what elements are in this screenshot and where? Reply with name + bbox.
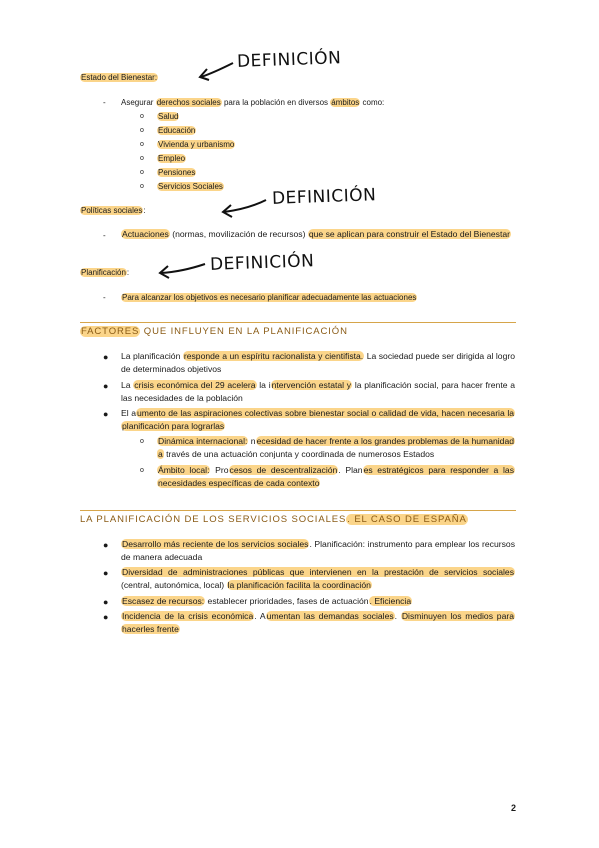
- dash-bullet: -: [103, 231, 106, 240]
- ambito-item: Salud: [158, 112, 179, 121]
- arrow-icon: [195, 60, 235, 82]
- ambito-item: Empleo: [158, 154, 186, 163]
- page-number: 2: [510, 803, 516, 813]
- arrow-icon: [155, 258, 207, 280]
- dash-bullet: -: [103, 98, 106, 107]
- ambito-item: Educación: [158, 126, 196, 135]
- servicios-item-1: Desarrollo más reciente de los servicios sociales. Planificación: instrumento para emplear los recursos de manera adecuada: [121, 539, 515, 562]
- circle-bullet: o: [140, 113, 144, 120]
- bullet: ●: [103, 597, 109, 607]
- circle-bullet: o: [140, 141, 144, 148]
- servicios-item-2: Diversidad de administraciones públicas que intervienen en la prestación de servicios sociales (central, autonómica, local) la planificación facilita la coordinación: [121, 567, 514, 590]
- servicios-item-4: Incidencia de la crisis económica. Aumentan las demandas sociales. Disminuyen los medios para hacerles frente: [122, 611, 514, 634]
- handwritten-definicion-3: DEFINICIÓN: [209, 251, 315, 275]
- factor-item-2: La crisis económica del 29 acelera la intervención estatal y la planificación social, para hacer frente a las necesidades de la población: [121, 380, 515, 403]
- factor-item-1: La planificación responde a un espíritu racionalista y cientifista. La sociedad puede ser dirigida al logro de determinados objetivos: [121, 351, 516, 374]
- asegurar-line: Asegurar derechos sociales para la población en diversos ámbitos como:: [121, 98, 385, 107]
- bullet: ●: [103, 352, 109, 362]
- dash-bullet: -: [103, 293, 106, 302]
- ambito-item: Vivienda y urbanismo: [158, 140, 235, 149]
- factor-item-3: El aumento de las aspiraciones colectivas sobre bienestar social o calidad de vida, hacen necesaria la planificación para lograrlas: [121, 408, 515, 431]
- circle-bullet: o: [140, 467, 144, 474]
- ambito-item: Servicios Sociales: [158, 182, 223, 191]
- circle-bullet: o: [140, 169, 144, 176]
- circle-bullet: o: [140, 183, 144, 190]
- actuaciones-item: Actuaciones (normas, movilización de recursos) que se aplican para construir el Estado del Bienestar: [122, 229, 510, 239]
- bullet: ●: [103, 409, 109, 419]
- ambito-item: Pensiones: [158, 168, 196, 177]
- politicas-sociales-title: Políticas sociales:: [81, 206, 146, 215]
- factor-subitem-2: Ámbito local: Procesos de descentralización. Planes estratégicos para responder a las necesidades específicas de cada contexto: [158, 465, 514, 488]
- planificacion-item: Para alcanzar los objetivos es necesario planificar adecuadamente las actuaciones: [122, 293, 417, 302]
- servicios-item-3: Escasez de recursos: establecer prioridades, fases de actuación. Eficiencia: [122, 596, 412, 606]
- bullet: ●: [103, 540, 109, 550]
- handwritten-definicion-2: DEFINICIÓN: [271, 185, 377, 209]
- bullet: ●: [103, 568, 109, 578]
- circle-bullet: o: [140, 155, 144, 162]
- factor-subitem-1: Dinámica internacional: necesidad de hacer frente a los grandes problemas de la humanidad a través de una actuación conjunta y coordinada de numerosos Estados: [158, 436, 515, 459]
- bullet: ●: [103, 381, 109, 391]
- planificacion-title: Planificación:: [81, 268, 130, 277]
- planificacion-servicios-heading: LA PLANIFICACIÓN DE LOS SERVICIOS SOCIALES. EL CASO DE ESPAÑA: [80, 510, 516, 526]
- estado-bienestar-title: Estado del Bienestar:: [81, 73, 158, 82]
- arrow-icon: [218, 196, 268, 220]
- bullet: ●: [103, 612, 109, 622]
- handwritten-definicion-1: DEFINICIÓN: [236, 48, 342, 72]
- circle-bullet: o: [140, 127, 144, 134]
- circle-bullet: o: [140, 438, 144, 445]
- factores-heading: FACTORES QUE INFLUYEN EN LA PLANIFICACIÓN: [80, 322, 516, 338]
